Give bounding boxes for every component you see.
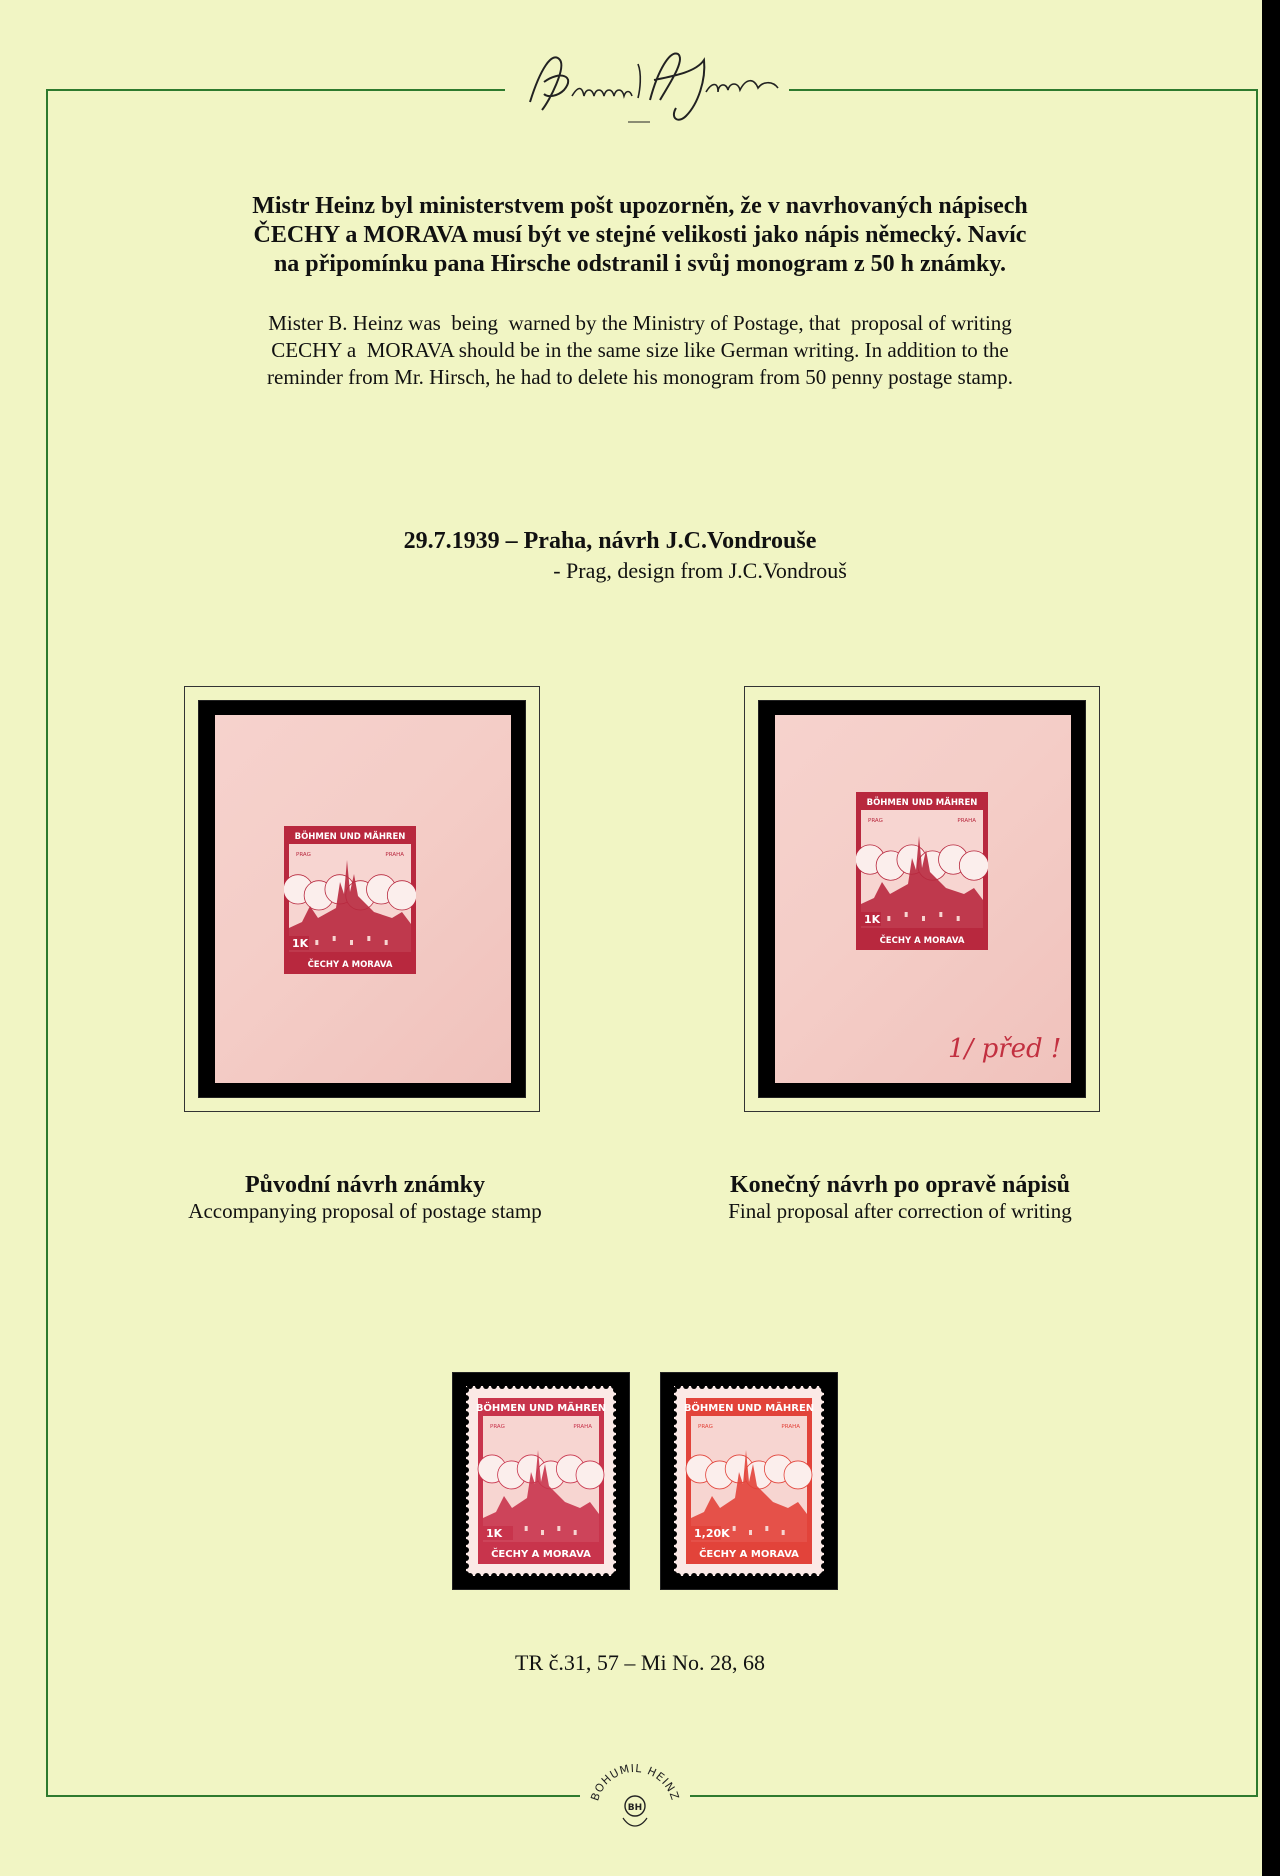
castle-window (749, 1530, 752, 1535)
castle-window (957, 916, 960, 921)
castle-window (367, 936, 370, 941)
stamp-city-left: PRAG (868, 818, 883, 824)
castle-window (557, 1526, 560, 1531)
cloud-shape (959, 851, 988, 880)
castle-window (733, 1526, 736, 1531)
stamp-top-inscription: BÖHMEN UND MÄHREN (866, 798, 978, 808)
castle-window (782, 1530, 785, 1535)
intro-czech-line: na připomínku pana Hirsche odstranil i svůj monogram z 50 h známky. (273, 251, 1007, 277)
castle-window (887, 916, 890, 921)
bohumil-heinz-seal (583, 1760, 687, 1830)
issued-stamp-2 (674, 1386, 824, 1576)
stamp-city-left: PRAG (490, 1424, 505, 1430)
stamp-top-inscription: BÖHMEN UND MÄHREN (683, 1403, 815, 1414)
stamp-value: 1K (486, 1527, 503, 1540)
stamp-bottom-inscription: ČECHY A MORAVA (699, 1549, 799, 1560)
stamp-value: 1K (292, 937, 309, 950)
stamp-bottom-inscription: ČECHY A MORAVA (491, 1549, 591, 1560)
seal-text: BOHUMIL HEINZ (588, 1761, 682, 1803)
stamp-city-right: PRAHA (385, 852, 404, 858)
castle-window (905, 912, 908, 917)
date-subheading: - Prag, design from J.C.Vondrouš (553, 558, 847, 583)
intro-english-line: Mister B. Heinz was being warned by the Ministry of Postage, that proposal of writing (268, 311, 1012, 335)
heinz-signature (500, 30, 790, 130)
stamp-top-inscription: BÖHMEN UND MÄHREN (294, 832, 406, 842)
date-heading: 29.7.1939 – Praha, návrh J.C.Vondrouše (403, 528, 817, 554)
cloud-shape (387, 881, 416, 910)
stamp-top-inscription: BÖHMEN UND MÄHREN (475, 1403, 607, 1414)
caption-original (130, 1172, 600, 1224)
castle-window (939, 912, 942, 917)
castle-window (350, 940, 353, 945)
caption-final-english: Final proposal after correction of writing (728, 1199, 1072, 1223)
intro-english (90, 310, 1190, 391)
stamp-city-right: PRAHA (573, 1424, 592, 1430)
castle-window (333, 936, 336, 941)
castle-window (541, 1530, 544, 1535)
intro-english-line: reminder from Mr. Hirsch, he had to delete his monogram from 50 penny postage stamp. (267, 365, 1013, 389)
cloud-shape (576, 1461, 604, 1489)
issued-stamp-1 (466, 1386, 616, 1576)
stamp-city-left: PRAG (698, 1424, 713, 1430)
cloud-shape (784, 1461, 812, 1489)
proof-final-stamp (856, 792, 988, 950)
castle-window (765, 1526, 768, 1531)
intro-czech (90, 192, 1190, 279)
castle-window (385, 940, 388, 945)
handwritten-note: 1/ před ! (948, 1034, 1062, 1064)
caption-original-czech: Původní návrh známky (244, 1172, 486, 1198)
stamp-city-right: PRAHA (957, 818, 976, 824)
proof-original-stamp (284, 826, 416, 974)
intro-czech-line: Mistr Heinz byl ministerstvem pošt upozorněn, že v navrhovaných nápisech (252, 193, 1028, 219)
stamp-value: 1K (864, 913, 881, 926)
stamp-bottom-inscription: ČECHY A MORAVA (307, 960, 393, 970)
castle-window (574, 1530, 577, 1535)
caption-final (660, 1172, 1140, 1224)
stamp-value: 1,20K (694, 1527, 730, 1540)
seal-monogram: BH (627, 1803, 643, 1813)
caption-final-czech: Konečný návrh po opravě nápisů (729, 1172, 1071, 1198)
caption-original-english: Accompanying proposal of postage stamp (188, 1199, 542, 1223)
stamp-city-right: PRAHA (781, 1424, 800, 1430)
castle-window (315, 940, 318, 945)
stamp-bottom-inscription: ČECHY A MORAVA (879, 936, 965, 946)
intro-czech-line: ČECHY a MORAVA musí být ve stejné velikosti jako nápis německý. Navíc (253, 222, 1027, 248)
catalog-reference: TR č.31, 57 – Mi No. 28, 68 (515, 1650, 765, 1675)
stamp-city-left: PRAG (296, 852, 311, 858)
castle-window (525, 1526, 528, 1531)
intro-english-line: CECHY a MORAVA should be in the same size like German writing. In addition to the (271, 338, 1009, 362)
castle-window (922, 916, 925, 921)
